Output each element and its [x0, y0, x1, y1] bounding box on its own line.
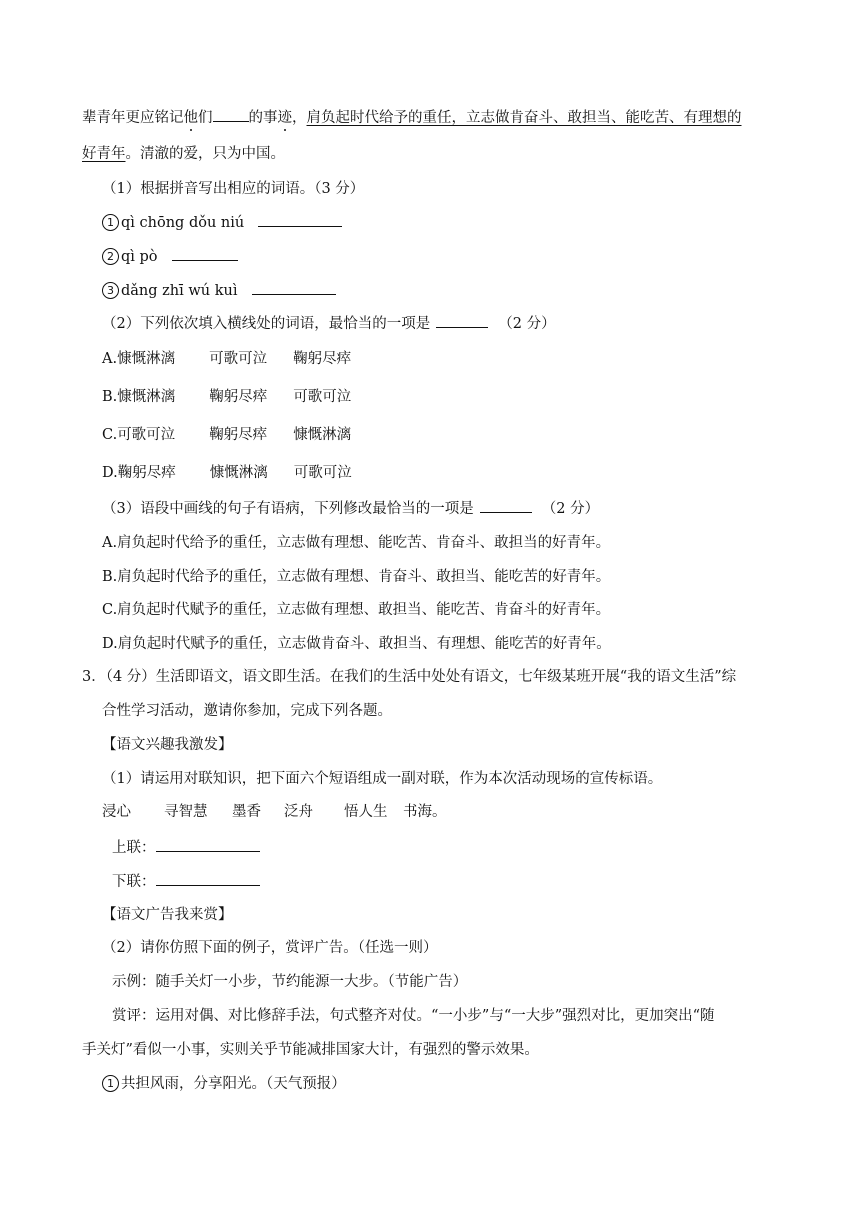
underlined-sentence: 好青年	[82, 146, 126, 162]
passage-text: ，	[292, 110, 307, 126]
option-word: 可歌可泣	[293, 465, 352, 481]
fill-blank[interactable]	[213, 107, 249, 122]
answer-blank[interactable]	[436, 313, 488, 328]
passage-line-2	[82, 144, 285, 164]
option-word: 慷慨淋漓	[293, 427, 352, 443]
ad-item-1	[102, 1074, 346, 1094]
example-line: 示例：随手关灯一小步，节约能源一大步。（节能广告）	[112, 974, 468, 990]
answer-blank[interactable]	[480, 498, 532, 513]
phrase: 寻智慧	[164, 804, 208, 820]
q3-option-d[interactable]: D.肩负起时代赋予的重任，立志做肯奋斗、敢担当、有理想、能吃苦的好青年。	[102, 636, 611, 652]
circled-number-icon: 1	[102, 1075, 119, 1092]
circled-number-icon: 3	[102, 282, 119, 299]
section-heading-ads: 【语文广告我来赏】	[102, 907, 233, 923]
option-letter: A.	[102, 351, 118, 367]
option-word: 鞠躬尽瘁	[293, 351, 352, 367]
question-3-stem-line-1: 3．（4 分）生活即语文，语文即生活。在我们的生活中处处有语文，七年级某班开展“我的语文生活”综	[82, 669, 737, 685]
q1-stem: （1）根据拼音写出相应的词语。（3 分）	[102, 181, 365, 197]
answer-blank[interactable]	[258, 212, 342, 227]
q3-option-b[interactable]: B.肩负起时代给予的重任，立志做有理想、肯奋斗、敢担当、能吃苦的好青年。	[102, 569, 611, 585]
phrase: 浸心	[102, 804, 131, 820]
upper-couplet-label: 上联：	[112, 840, 156, 856]
passage-text: 辈青年更应铭记	[82, 110, 184, 126]
option-word: 慷慨淋漓	[117, 389, 176, 405]
circled-number-icon: 1	[102, 214, 119, 231]
q2-option-a[interactable]	[102, 349, 351, 369]
pinyin-item-2	[102, 246, 238, 267]
option-letter: D.	[102, 465, 118, 481]
review-line-1: 赏评：运用对偶、对比修辞手法，句式整齐对仗。“一小步”与“一大步”强烈对比，更加突出“随	[112, 1008, 715, 1024]
lower-couplet-row	[112, 871, 260, 892]
option-letter: B.	[102, 389, 118, 405]
phrase: 书海。	[403, 804, 447, 820]
pinyin-text: qì pò	[121, 249, 158, 265]
q3-option-a[interactable]: A.肩负起时代给予的重任，立志做有理想、能吃苦、肯奋斗、敢担当的好青年。	[102, 535, 611, 551]
review-line-2: 手关灯”看似一小事，实则关乎节能减排国家大计，有强烈的警示效果。	[82, 1042, 539, 1058]
option-word: 慷慨淋漓	[209, 465, 268, 481]
q2-stem-text: （2）下列依次填入横线处的词语，最恰当的一项是	[102, 316, 431, 332]
emphasis-char: 迹	[277, 110, 292, 126]
option-word: 可歌可泣	[293, 389, 352, 405]
pinyin-item-3	[102, 280, 336, 301]
upper-couplet-row	[112, 837, 260, 858]
underlined-sentence: 肩负起时代给予的重任，立志做肯奋斗、敢担当、能吃苦、有理想的	[306, 110, 742, 126]
option-word: 鞠躬尽瘁	[209, 389, 268, 405]
upper-couplet-blank[interactable]	[156, 837, 260, 852]
option-word: 可歌可泣	[117, 427, 176, 443]
pinyin-item-1	[102, 212, 342, 233]
option-word: 慷慨淋漓	[117, 351, 176, 367]
option-word: 可歌可泣	[209, 351, 268, 367]
passage-line-1	[82, 107, 742, 128]
lower-couplet-label: 下联：	[112, 874, 156, 890]
passage-text: 的事	[248, 110, 278, 126]
couplet-phrases	[102, 802, 447, 822]
pinyin-text: qì chōng dǒu niú	[121, 215, 245, 231]
q2-option-d[interactable]	[102, 463, 352, 483]
passage-text: 。清澈的爱，只为中国。	[125, 146, 285, 162]
ad-text: 共担风雨，分享阳光。（天气预报）	[121, 1076, 346, 1092]
q2-stem	[102, 313, 556, 334]
answer-blank[interactable]	[172, 246, 238, 261]
passage-text: 们	[198, 110, 213, 126]
score-label: （2 分）	[541, 501, 600, 517]
section-heading-interest: 【语文兴趣我激发】	[102, 737, 233, 753]
q3-option-c[interactable]: C.肩负起时代赋予的重任，立志做有理想、敢担当、能吃苦、肯奋斗的好青年。	[102, 602, 611, 618]
circled-number-icon: 2	[102, 248, 119, 265]
q3-stem-text: （3）语段中画线的句子有语病，下列修改最恰当的一项是	[102, 501, 474, 517]
phrase: 墨香	[232, 804, 261, 820]
q3-stem	[102, 498, 599, 519]
q2-option-c[interactable]	[102, 425, 351, 445]
phrase: 悟人生	[344, 804, 388, 820]
emphasis-char: 他	[183, 110, 198, 126]
q2-option-b[interactable]	[102, 387, 351, 407]
option-word: 鞠躬尽瘁	[209, 427, 268, 443]
option-word: 鞠躬尽瘁	[117, 465, 176, 481]
ad-instruction: （2）请你仿照下面的例子，赏评广告。（任选一则）	[102, 940, 438, 956]
pinyin-text: dǎng zhī wú kuì	[121, 283, 238, 299]
couplet-instruction: （1）请运用对联知识，把下面六个短语组成一副对联，作为本次活动现场的宣传标语。	[102, 771, 663, 787]
lower-couplet-blank[interactable]	[156, 871, 260, 886]
question-3-stem-line-2: 合性学习活动，邀请你参加，完成下列各题。	[102, 703, 392, 719]
phrase: 泛舟	[284, 804, 313, 820]
score-label: （2 分）	[498, 316, 556, 332]
option-letter: C.	[102, 427, 118, 443]
answer-blank[interactable]	[252, 280, 336, 295]
